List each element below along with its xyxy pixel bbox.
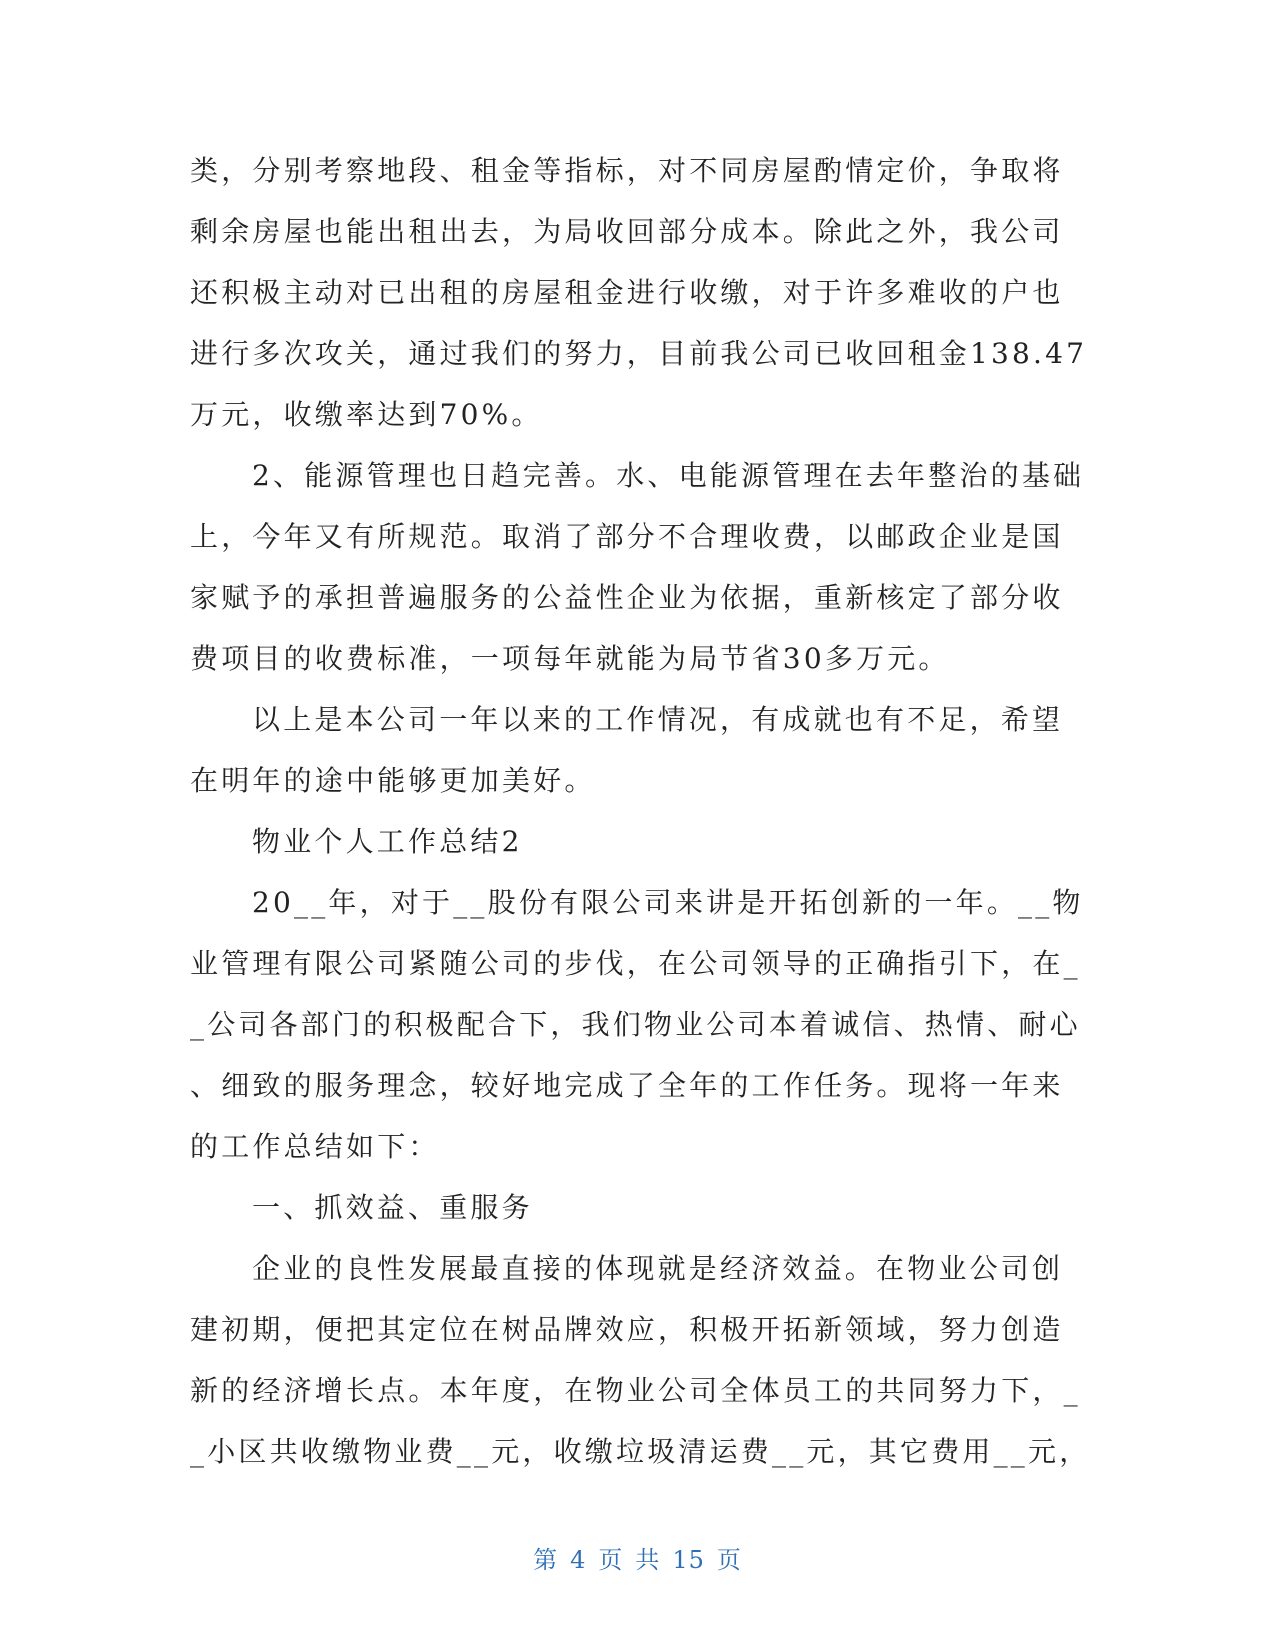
footer-total-label: 共	[635, 1546, 661, 1574]
text-line: 上，今年又有所规范。取消了部分不合理收费，以邮政企业是国	[190, 520, 1064, 553]
page-footer	[0, 1540, 1275, 1575]
text-line: 类，分别考察地段、租金等指标，对不同房屋酌情定价，争取将	[190, 154, 1064, 187]
paragraph-start: 企业的良性发展最直接的体现就是经济效益。在物业公司创	[252, 1252, 1064, 1285]
section-title: 物业个人工作总结2	[252, 825, 523, 858]
text-line: 剩余房屋也能出租出去，为局收回部分成本。除此之外，我公司	[190, 215, 1064, 248]
section-heading: 一、抓效益、重服务	[252, 1191, 533, 1224]
text-line: 新的经济增长点。本年度，在物业公司全体员工的共同努力下，_	[190, 1374, 1081, 1407]
text-line: _公司各部门的积极配合下，我们物业公司本着诚信、热情、耐心	[190, 1008, 1081, 1041]
paragraph-start: 以上是本公司一年以来的工作情况，有成就也有不足，希望	[252, 703, 1064, 736]
text-line: 建初期，便把其定位在树品牌效应，积极开拓新领域，努力创造	[190, 1313, 1064, 1346]
text-line: 进行多次攻关，通过我们的努力，目前我公司已收回租金138.47	[190, 337, 1088, 370]
footer-suffix: 页	[716, 1546, 742, 1574]
footer-page-label: 页	[598, 1546, 624, 1574]
text-line: _小区共收缴物业费__元，收缴垃圾清运费__元，其它费用__元，	[190, 1435, 1091, 1468]
text-line: 家赋予的承担普遍服务的公益性企业为依据，重新核定了部分收	[190, 581, 1064, 614]
document-body	[190, 140, 1091, 1482]
text-line: 在明年的途中能够更加美好。	[190, 764, 596, 797]
text-line: 费项目的收费标准，一项每年就能为局节省30多万元。	[190, 642, 950, 675]
text-line: 还积极主动对已出租的房屋租金进行收缴，对于许多难收的户也	[190, 276, 1064, 309]
paragraph-start: 2、能源管理也日趋完善。水、电能源管理在去年整治的基础	[252, 459, 1085, 492]
text-line: 万元，收缴率达到70%。	[190, 398, 543, 431]
current-page-number: 4	[570, 1546, 587, 1574]
footer-prefix: 第	[533, 1546, 559, 1574]
text-line: 、细致的服务理念，较好地完成了全年的工作任务。现将一年来	[190, 1069, 1064, 1102]
paragraph-start: 20__年，对于__股份有限公司来讲是开拓创新的一年。__物	[252, 886, 1084, 919]
total-page-count: 15	[672, 1546, 705, 1574]
text-line: 的工作总结如下：	[190, 1130, 440, 1163]
text-line: 业管理有限公司紧随公司的步伐，在公司领导的正确指引下，在_	[190, 947, 1081, 980]
